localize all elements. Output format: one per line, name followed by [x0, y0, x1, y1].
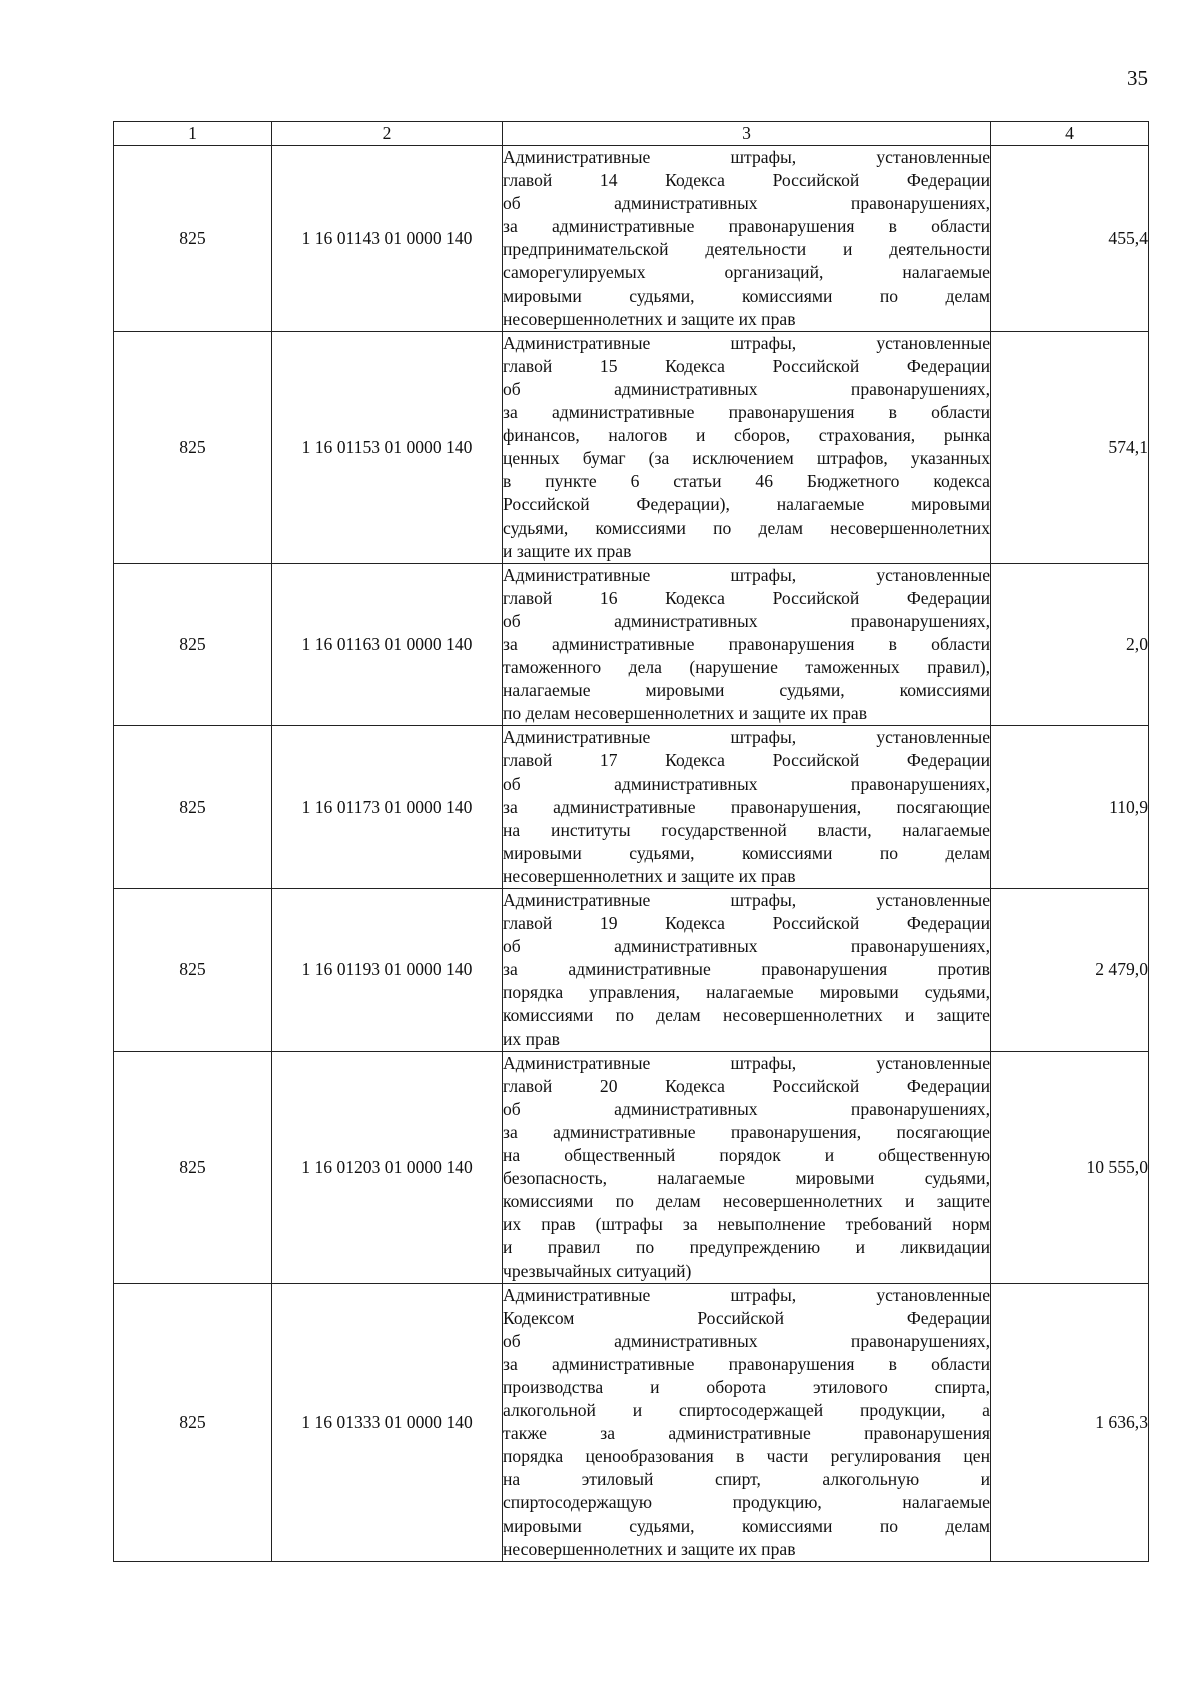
page-number: 35 — [1127, 66, 1148, 90]
description-line: главой 19 Кодекса Российской Федерации — [503, 913, 990, 934]
description-line: за административные правонарушения в области — [503, 216, 990, 237]
description-line: об административных правонарушениях, — [503, 610, 990, 631]
description-line: налагаемые мировыми судьями, комиссиями — [503, 680, 990, 701]
description-line: Административные штрафы, установленные — [503, 564, 990, 585]
amount-cell: 455,4 — [991, 146, 1149, 332]
description-line: в пункте 6 статьи 46 Бюджетного кодекса — [503, 471, 990, 492]
admin-code-cell: 825 — [114, 726, 272, 889]
table-row — [114, 146, 1149, 332]
admin-code-cell: 825 — [114, 563, 272, 726]
amount-cell: 2,0 — [991, 563, 1149, 726]
budget-revenue-table — [113, 121, 1149, 1562]
description-line: об административных правонарушениях, — [503, 1330, 990, 1351]
table-row — [114, 1283, 1149, 1561]
admin-code-cell: 825 — [114, 889, 272, 1052]
description-line: по делам несовершеннолетних и защите их прав — [503, 703, 867, 724]
budget-classification-code-cell: 1 16 01143 01 0000 140 — [272, 146, 503, 332]
description-line: чрезвычайных ситуаций) — [503, 1260, 692, 1281]
description-line: и защите их прав — [503, 540, 632, 561]
description-line: ценных бумаг (за исключением штрафов, указанных — [503, 448, 990, 469]
description-line: за административные правонарушения, посягающие — [503, 796, 990, 817]
description-line: об административных правонарушениях, — [503, 773, 990, 794]
admin-code-cell: 825 — [114, 1051, 272, 1283]
amount-cell: 2 479,0 — [991, 889, 1149, 1052]
description-line: порядка ценообразования в части регулирования цен — [503, 1446, 990, 1467]
column-header-4: 4 — [991, 122, 1149, 146]
table-row — [114, 889, 1149, 1052]
budget-classification-code-cell: 1 16 01193 01 0000 140 — [272, 889, 503, 1052]
description-line: главой 16 Кодекса Российской Федерации — [503, 587, 990, 608]
table-row — [114, 563, 1149, 726]
description-line: алкогольной и спиртосодержащей продукции, а — [503, 1400, 990, 1421]
description-line: спиртосодержащую продукцию, налагаемые — [503, 1492, 990, 1513]
description-line: производства и оборота этилового спирта, — [503, 1376, 990, 1397]
description-line: Административные штрафы, установленные — [503, 332, 990, 353]
table-body — [114, 146, 1149, 1562]
description-line: саморегулируемых организаций, налагаемые — [503, 262, 990, 283]
description-line: финансов, налогов и сборов, страхования, рынка — [503, 425, 990, 446]
description-line: мировыми судьями, комиссиями по делам — [503, 842, 990, 863]
description-line: об административных правонарушениях, — [503, 1098, 990, 1119]
description-line: главой 17 Кодекса Российской Федерации — [503, 750, 990, 771]
description-line: Административные штрафы, установленные — [503, 1284, 990, 1305]
amount-cell: 110,9 — [991, 726, 1149, 889]
header-row — [114, 122, 1149, 146]
budget-classification-code-cell: 1 16 01203 01 0000 140 — [272, 1051, 503, 1283]
revenue-description-cell — [503, 146, 991, 332]
description-line: на этиловый спирт, алкогольную и — [503, 1469, 990, 1490]
revenue-description-cell — [503, 1283, 991, 1561]
description-line: на институты государственной власти, налагаемые — [503, 819, 990, 840]
revenue-description-cell — [503, 726, 991, 889]
description-line: мировыми судьями, комиссиями по делам — [503, 285, 990, 306]
description-line: об административных правонарушениях, — [503, 378, 990, 399]
description-line: об административных правонарушениях, — [503, 936, 990, 957]
description-line: на общественный порядок и общественную — [503, 1145, 990, 1166]
table-row — [114, 331, 1149, 563]
description-line: несовершеннолетних и защите их прав — [503, 1538, 796, 1559]
description-line: таможенного дела (нарушение таможенных правил), — [503, 657, 990, 678]
amount-cell: 574,1 — [991, 331, 1149, 563]
description-line: предпринимательской деятельности и деятельности — [503, 239, 990, 260]
budget-classification-code-cell: 1 16 01163 01 0000 140 — [272, 563, 503, 726]
column-header-1: 1 — [114, 122, 272, 146]
description-line: мировыми судьями, комиссиями по делам — [503, 1515, 990, 1536]
description-line: Кодексом Российской Федерации — [503, 1307, 990, 1328]
revenue-description-cell — [503, 1051, 991, 1283]
description-line: за административные правонарушения против — [503, 959, 990, 980]
description-line: несовершеннолетних и защите их прав — [503, 865, 796, 886]
description-line: за административные правонарушения, посягающие — [503, 1121, 990, 1142]
admin-code-cell: 825 — [114, 146, 272, 332]
description-line: Административные штрафы, установленные — [503, 727, 990, 748]
revenue-description-cell — [503, 563, 991, 726]
amount-cell: 1 636,3 — [991, 1283, 1149, 1561]
revenue-description-cell — [503, 889, 991, 1052]
description-line: за административные правонарушения в области — [503, 402, 990, 423]
column-header-3: 3 — [503, 122, 991, 146]
description-line: за административные правонарушения в области — [503, 1353, 990, 1374]
description-line: Административные штрафы, установленные — [503, 147, 990, 167]
description-line: безопасность, налагаемые мировыми судьями, — [503, 1168, 990, 1189]
budget-classification-code-cell: 1 16 01153 01 0000 140 — [272, 331, 503, 563]
description-line: Административные штрафы, установленные — [503, 1052, 990, 1073]
description-line: судьями, комиссиями по делам несовершеннолетних — [503, 517, 990, 538]
table-row — [114, 726, 1149, 889]
description-line: и правил по предупреждению и ликвидации — [503, 1237, 990, 1258]
description-line: за административные правонарушения в области — [503, 633, 990, 654]
description-line: их прав (штрафы за невыполнение требований норм — [503, 1214, 990, 1235]
description-line: комиссиями по делам несовершеннолетних и защите — [503, 1191, 990, 1212]
column-header-2: 2 — [272, 122, 503, 146]
description-line: об административных правонарушениях, — [503, 193, 990, 214]
admin-code-cell: 825 — [114, 331, 272, 563]
description-line: их прав — [503, 1028, 560, 1049]
budget-classification-code-cell: 1 16 01173 01 0000 140 — [272, 726, 503, 889]
description-line: комиссиями по делам несовершеннолетних и защите — [503, 1005, 990, 1026]
revenue-description-cell — [503, 331, 991, 563]
admin-code-cell: 825 — [114, 1283, 272, 1561]
description-line: главой 20 Кодекса Российской Федерации — [503, 1075, 990, 1096]
description-line: главой 14 Кодекса Российской Федерации — [503, 170, 990, 191]
budget-classification-code-cell: 1 16 01333 01 0000 140 — [272, 1283, 503, 1561]
amount-cell: 10 555,0 — [991, 1051, 1149, 1283]
description-line: также за административные правонарушения — [503, 1423, 990, 1444]
description-line: Административные штрафы, установленные — [503, 890, 990, 910]
description-line: порядка управления, налагаемые мировыми судьями, — [503, 982, 990, 1003]
description-line: несовершеннолетних и защите их прав — [503, 308, 796, 329]
table-row — [114, 1051, 1149, 1283]
description-line: главой 15 Кодекса Российской Федерации — [503, 355, 990, 376]
description-line: Российской Федерации), налагаемые мировыми — [503, 494, 990, 515]
